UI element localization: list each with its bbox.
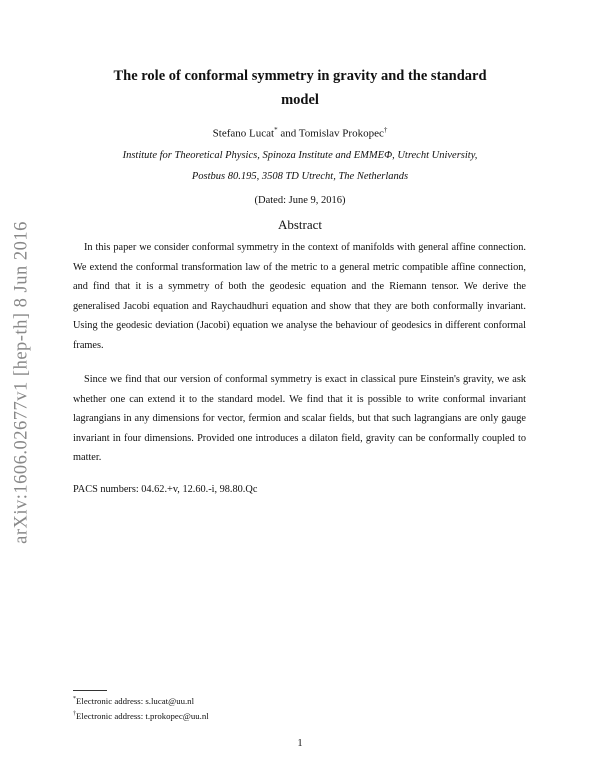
footnote-1-mark: * [73, 696, 76, 703]
author-1: Stefano Lucat [212, 127, 275, 140]
author-1-footnote-mark: * [274, 126, 278, 134]
paper-title-line-1: The role of conformal symmetry in gravity and the standard [113, 68, 487, 84]
paper-title-line-2: model [281, 92, 319, 108]
authors [60, 126, 540, 140]
author-2: Tomislav Prokopec [298, 127, 384, 140]
abstract-paragraph-1: In this paper we consider conformal symmetry in the context of manifolds with general affine connection. We extend the conformal transformation law of the metric to a general metric compatible affine connection, and find that it is a symmetry of both the geodesic equation and the Riemann tensor. We derive the generalised Jacobi equation and Raychaudhuri equation and show that they are both conformally invariant. Using the geodesic deviation (Jacobi) equation we analyse the behaviour of geodesics in different conformal frames. [73, 242, 526, 351]
pacs-numbers: PACS numbers: 04.62.+v, 12.60.-i, 98.80.Qc [73, 484, 258, 495]
footnote-2-mark: † [73, 711, 76, 718]
page-number: 1 [297, 738, 303, 749]
footnote-1 [73, 696, 194, 706]
abstract-paragraph-2: Since we find that our version of conformal symmetry is exact in classical pure Einstein's gravity, we ask whether one can extend it to the standard model. We find that it is possible to write conformal invariant lagrangians in any dimensions for vector, fermion and scalar fields, but that such lagrangians are only gauge invariant in four dimensions. Provided one introduces a dilaton field, gravity can be conformally coupled to matter. [73, 374, 526, 463]
abstract-heading: Abstract [277, 217, 323, 232]
author-2-footnote-mark: † [383, 126, 388, 134]
institution-line-2: Postbus 80.195, 3508 TD Utrecht, The Netherlands [191, 171, 409, 182]
footnote-2 [73, 711, 209, 721]
arxiv-stamp: arXiv:1606.02677v1 [hep-th] 8 Jun 2016 [11, 221, 32, 544]
dated: (Dated: June 9, 2016) [254, 195, 346, 206]
footnote-2-text: Electronic address: t.prokopec@uu.nl [76, 711, 209, 721]
institution-line-1: Institute for Theoretical Physics, Spinoza Institute and EMMEΦ, Utrecht University, [122, 150, 478, 161]
footnote-rule [73, 690, 107, 691]
author-and: and [280, 127, 297, 140]
footnote-1-text: Electronic address: s.lucat@uu.nl [76, 696, 195, 706]
